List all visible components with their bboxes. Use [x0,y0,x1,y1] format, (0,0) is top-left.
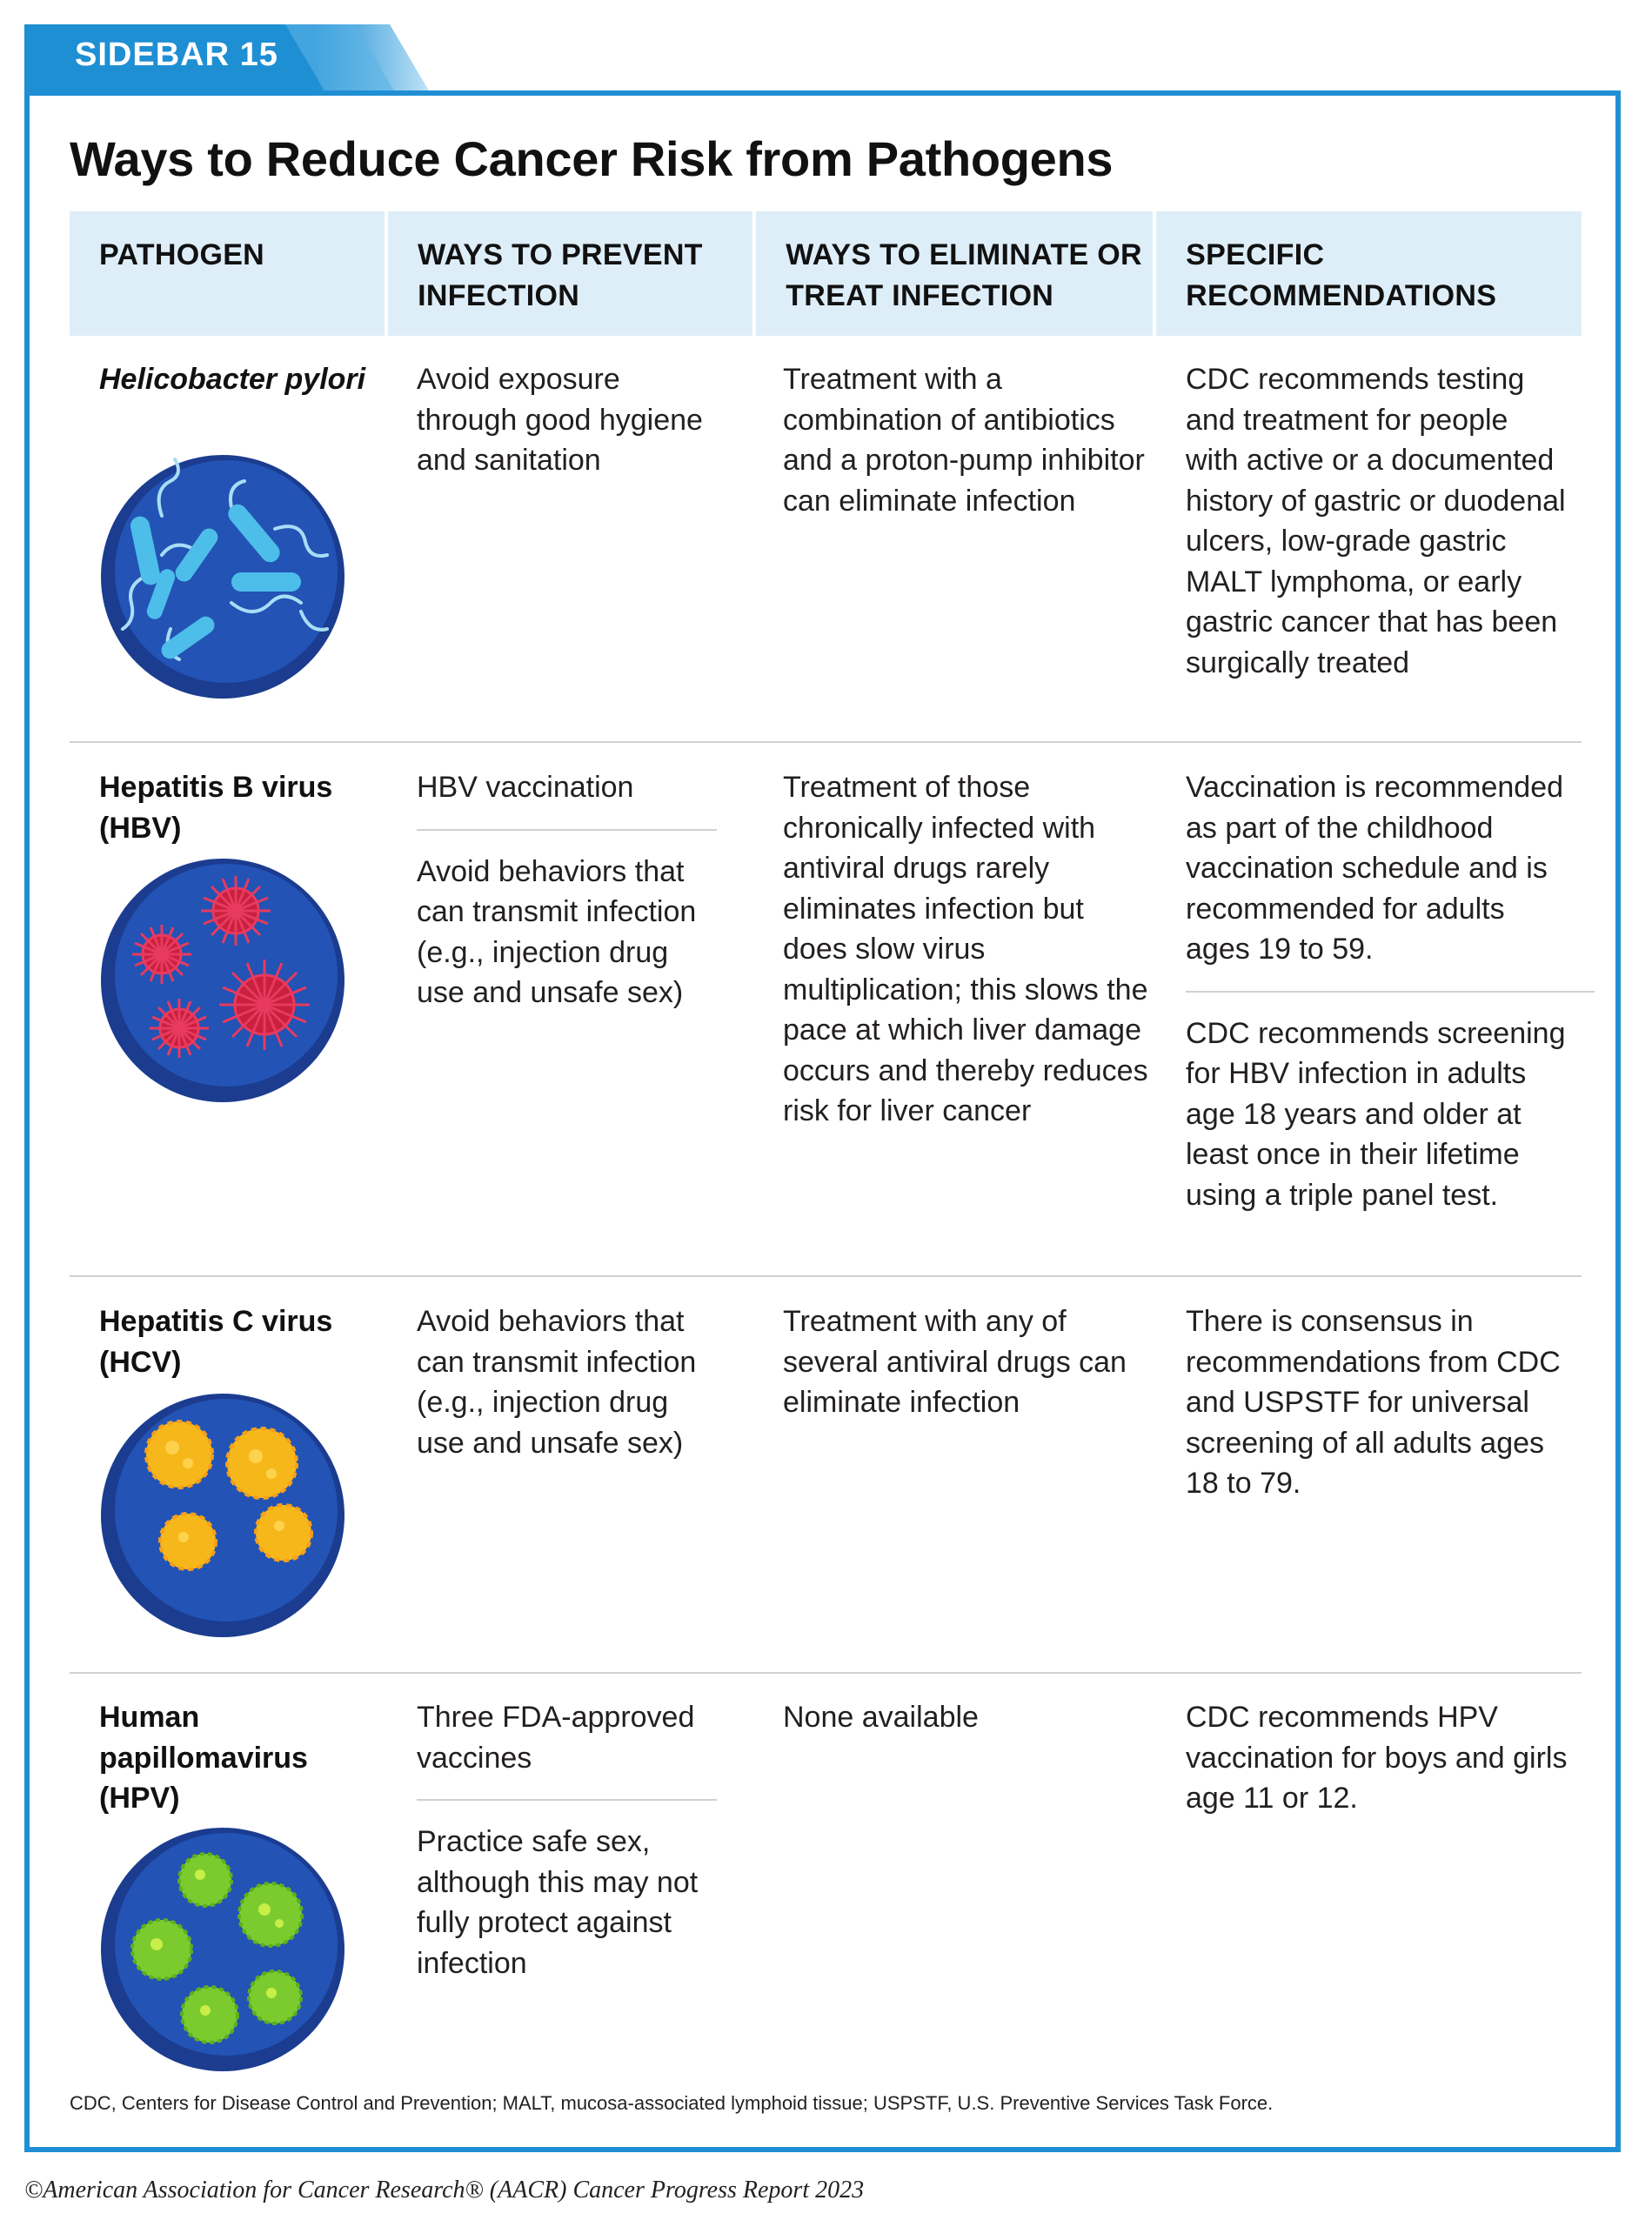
sidebar-label: SIDEBAR 15 [75,37,278,73]
recommendation-cell [1186,1697,1568,1819]
row-divider [70,1672,1582,1674]
eliminate-cell: Treatment with any of several antiviral drugs can eliminate infection [783,1305,1127,1419]
prevent-cell [417,1301,717,1463]
cell-divider [417,829,717,831]
header-eliminate: WAYS TO ELIMINATE OR TREAT INFECTION [756,211,1153,336]
header-prevent: WAYS TO PREVENT INFECTION [388,211,752,336]
recommendation-item: CDC recommends testing and treatment for people with active or a documented history of gastric or duodenal ulcers, low-grade gastric MALT lymphoma, or early gastric cancer that has been surgically treated [1186,363,1566,679]
row-divider [70,1275,1582,1277]
hpv-virus-icon [101,1828,344,2071]
recommendation-item: CDC recommends screening for HBV infection in adults age 18 years and older at least once in their lifetime using a triple panel test. [1186,1016,1566,1212]
prevent-cell [417,767,717,1013]
prevent-item: Three FDA-approved vaccines [417,1701,695,1775]
prevent-cell [417,359,717,481]
pathogen-name: Hepatitis B virus (HBV) [99,771,333,845]
pathogen-name: Helicobacter pylori [99,363,366,396]
hcv-virus-icon [101,1394,344,1637]
eliminate-cell: Treatment with a combination of antibiotics and a proton-pump inhibitor can eliminate infection [783,363,1145,518]
pathogen-name: Human papillomavirus (HPV) [99,1701,308,1815]
recommendation-cell [1186,767,1568,1215]
hbv-virus-icon [101,859,344,1102]
recommendation-cell [1186,359,1568,683]
prevent-item: Practice safe sex, although this may not fully protect against infection [417,1825,699,1980]
table-header [70,211,1582,336]
prevent-cell [417,1697,717,1983]
eliminate-cell: None available [783,1701,979,1734]
sidebar-tab [24,24,430,92]
row-divider [70,741,1582,743]
prevent-item: Avoid exposure through good hygiene and sanitation [417,363,703,477]
copyright: ©American Association for Cancer Research® (AACR) Cancer Progress Report 2023 [24,2177,865,2204]
pathogen-name: Hepatitis C virus (HCV) [99,1305,333,1379]
recommendation-item: CDC recommends HPV vaccination for boys and girls age 11 or 12. [1186,1701,1568,1815]
header-recommendations: SPECIFIC RECOMMENDATIONS [1156,211,1582,336]
prevent-item: Avoid behaviors that can transmit infection (e.g., injection drug use and unsafe sex) [417,1305,697,1460]
header-pathogen: PATHOGEN [70,211,385,336]
cell-divider [1186,991,1595,993]
footnote: CDC, Centers for Disease Control and Prevention; MALT, mucosa-associated lymphoid tissue; USPSTF, U.S. Preventive Services Task Force. [70,2092,1274,2114]
recommendation-item: There is consensus in recommendations from CDC and USPSTF for universal screening of all adults ages 18 to 79. [1186,1305,1561,1500]
recommendation-cell [1186,1301,1568,1504]
cell-divider [417,1799,717,1801]
prevent-item: HBV vaccination [417,771,634,804]
page-title: Ways to Reduce Cancer Risk from Pathogens [70,131,1114,186]
h-pylori-bacteria-icon [101,455,344,699]
recommendation-item: Vaccination is recommended as part of the childhood vaccination schedule and is recommended for adults ages 19 to 59. [1186,771,1564,966]
eliminate-cell: Treatment of those chronically infected with antiviral drugs rarely eliminates infection but does slow virus multiplication; this slows the pace at which liver damage occurs and thereby reduces risk for liver cancer [783,771,1148,1127]
prevent-item: Avoid behaviors that can transmit infection (e.g., injection drug use and unsafe sex) [417,854,697,1009]
